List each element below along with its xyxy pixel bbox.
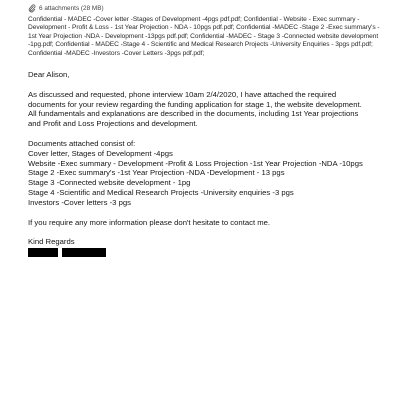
document-item: Stage 4 -Scientific and Medical Research Projects -University enquiries -3 pgs xyxy=(28,188,294,197)
document-item: Cover letter, Stages of Development -4pgs xyxy=(28,148,173,158)
documents-title: Documents attached consist of: xyxy=(28,139,136,149)
attachments-count: 6 attachments (28 MB) xyxy=(39,5,104,12)
document-item: Stage 3 -Connected website development - 1pg xyxy=(28,178,191,188)
document-item: Stage 2 -Exec summary's -1st Year Projection -NDA -Development - 13 pgs xyxy=(28,168,285,178)
closing-question: If you require any more information please don't hesitate to contact me. xyxy=(28,217,271,227)
attachment-line[interactable]: -1pg.pdf; Confidential - MADEC -Stage 4 - Scientific and Medical Research Projects -University Enquiries - 3pgs pdf.pdf; xyxy=(28,41,373,49)
attachment-line[interactable]: Confidential - MADEC -Cover letter -Stages of Development -4pgs pdf.pdf; Confidential - Website - Exec summary - xyxy=(28,16,360,23)
paragraph-line: As discussed and requested, phone interview 10am 2/4/2020, I have attached the required xyxy=(28,89,337,99)
signature-redaction xyxy=(28,247,392,257)
redacted-last-name xyxy=(62,248,106,257)
paragraph-line: All fundamentals and explanations are described in the documents, including 1st Year projections xyxy=(28,109,359,119)
attachment-line[interactable]: 1st Year Projection -NDA - Development -13pgs pdf.pdf; Confidential -MADEC - Stage 3 -Connected website development xyxy=(28,32,379,40)
paperclip-icon xyxy=(28,4,36,13)
paragraph-line: and Profit and Loss Projections and development. xyxy=(28,119,198,129)
attachment-line[interactable]: Confidential -MADEC -Investors -Cover Letters -3pgs pdf.pdf; xyxy=(28,49,205,57)
intro-paragraph xyxy=(28,90,392,129)
document-item: Investors -Cover letters -3 pgs xyxy=(28,197,131,207)
attachment-line[interactable]: Development - Profit & Loss - 1st Year Projection - NDA - 10pgs pdf.pdf; Confidential -MADEC -Stage 2 -Exec summary's - xyxy=(28,24,380,32)
document-item: Website -Exec summary - Development -Profit & Loss Projection -1st Year Projection -NDA -10pgs xyxy=(28,158,363,168)
paragraph-line: documents for your review regarding the funding application for stage 1, the website development. xyxy=(28,99,362,109)
attachment-list[interactable] xyxy=(28,16,392,58)
signoff: Kind Regards xyxy=(28,237,75,247)
greeting: Dear Alison, xyxy=(28,70,70,80)
attachments-header[interactable] xyxy=(28,4,390,13)
email-body xyxy=(28,70,392,257)
redacted-first-name xyxy=(28,248,58,257)
documents-list xyxy=(28,149,392,208)
